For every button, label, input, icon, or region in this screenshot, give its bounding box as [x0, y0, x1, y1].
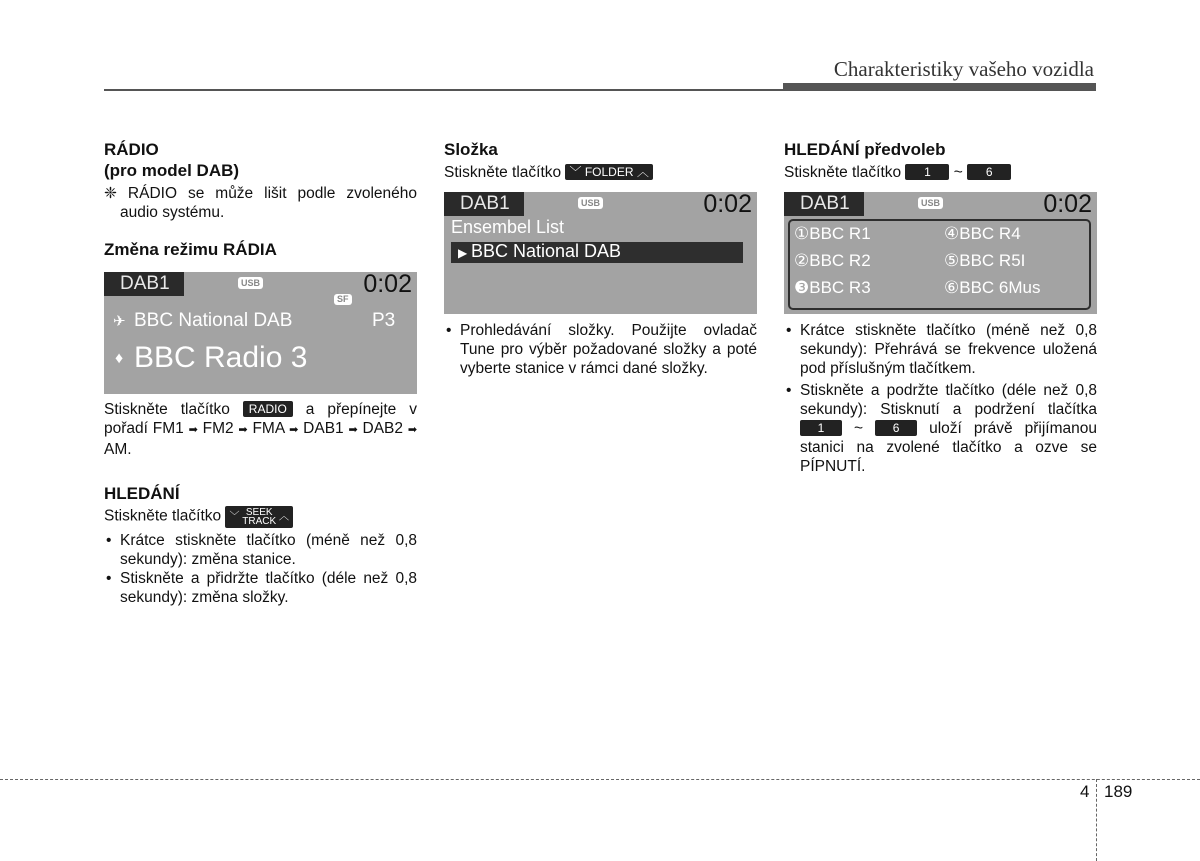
- lcd-time: 0:02: [363, 272, 412, 298]
- radio-button: RADIO: [243, 401, 293, 417]
- seek-track-button: ﹀ SEEK TRACK ︿: [225, 506, 292, 528]
- station-icon: ♦: [115, 350, 124, 367]
- column-preset-search: [784, 139, 1097, 476]
- preset-item: ②BBC R2: [794, 251, 871, 270]
- heading-preset-search: HLEDÁNÍ předvoleb: [784, 140, 946, 159]
- list-item: • Krátce stiskněte tlačítko (méně než 0,8 sekundy): Přehrává se frekvence uložená pod příslušným tlačítkem.: [784, 321, 1097, 378]
- note-radio: ❈ RÁDIO se může lišit podle zvoleného audio systému.: [104, 185, 417, 221]
- list-item: • Prohledávání složky. Použijte ovladač Tune pro výběr požadované složky a poté vyberte stanice v rámci dané složky.: [444, 321, 757, 378]
- heading-radio: RÁDIO: [104, 140, 159, 159]
- lcd-selected-ensemble: BBC National DAB: [471, 241, 622, 261]
- lcd-mode: DAB1: [784, 192, 864, 216]
- antenna-icon: ✈: [113, 313, 126, 330]
- folder-button: ﹀ FOLDER ︿: [565, 164, 652, 180]
- header-rule: [104, 89, 1096, 91]
- usb-badge: USB: [578, 197, 603, 209]
- lcd-preset: P3: [372, 310, 396, 331]
- chapter-number: 4: [1080, 782, 1090, 801]
- chevron-up-icon: ︿: [636, 165, 649, 179]
- chevron-down-icon: ﹀: [569, 165, 582, 179]
- preset-6-button: 6: [967, 164, 1011, 180]
- preset-item-selected: ❸BBC R3: [794, 278, 871, 297]
- preset-item: ⑤BBC R5I: [944, 251, 1026, 270]
- column-radio: [104, 139, 417, 607]
- preset-item: ④BBC R4: [944, 224, 1021, 243]
- lcd-mode: DAB1: [444, 192, 524, 216]
- sf-badge: SF: [334, 294, 352, 305]
- lcd-preset-display: [784, 192, 1097, 314]
- arrow-icon: ➡: [407, 424, 418, 436]
- arrow-icon: ➡: [348, 424, 358, 436]
- arrow-icon: ➡: [188, 424, 198, 436]
- seek-instruction: Stiskněte tlačítko ﹀ SEEK TRACK ︿: [104, 506, 417, 528]
- usb-badge: USB: [918, 197, 943, 209]
- arrow-icon: ➡: [289, 424, 299, 436]
- play-icon: ▶: [458, 246, 468, 260]
- heading-search: HLEDÁNÍ: [104, 484, 180, 503]
- preset-1-button: 1: [905, 164, 949, 180]
- heading-folder: Složka: [444, 140, 498, 159]
- footer-rule: [0, 779, 1200, 780]
- preset-6-button: 6: [875, 420, 917, 436]
- list-item: • Stiskněte a podržte tlačítko (déle než 0,8 sekundy): Stisknutí a podržení tlačítka 1 ~ 6 uloží právě přijímanou stanici na zvolené tlačítko a ozve se PÍPNUTÍ.: [784, 381, 1097, 476]
- radio-instructions: Stiskněte tlačítko RADIO a přepínejte v pořadí FM1 ➡ FM2 ➡ FMA ➡ DAB1 ➡ DAB2 ➡ AM.: [104, 401, 418, 458]
- page-header-title: Charakteristiky vašeho vozidla: [833, 57, 1094, 81]
- lcd-radio-display: [104, 272, 417, 394]
- list-item: • Stiskněte a přidržte tlačítko (déle než 0,8 sekundy): změna složky.: [104, 569, 417, 607]
- lcd-time: 0:02: [703, 192, 752, 218]
- page-number: 189: [1104, 782, 1133, 801]
- lcd-station: BBC Radio 3: [134, 341, 308, 374]
- heading-mode-change: Změna režimu RÁDIA: [104, 240, 277, 259]
- heading-radio-model: (pro model DAB): [104, 161, 240, 180]
- arrow-icon: ➡: [238, 424, 248, 436]
- lcd-ensemble: BBC National DAB: [134, 310, 293, 331]
- preset-item: ①BBC R1: [794, 224, 871, 243]
- lcd-mode: DAB1: [104, 272, 184, 296]
- usb-badge: USB: [238, 277, 263, 289]
- footer-divider: [1096, 779, 1097, 861]
- preset-item: ⑥BBC 6Mus: [944, 278, 1041, 297]
- list-item: • Krátce stiskněte tlačítko (méně než 0,8 sekundy): změna stanice.: [104, 531, 417, 569]
- column-folder: [444, 139, 757, 378]
- lcd-list-title: Ensembel List: [451, 217, 565, 237]
- folder-instruction: Stiskněte tlačítko ﹀ FOLDER ︿: [444, 163, 757, 182]
- lcd-folder-display: [444, 192, 757, 314]
- lcd-time: 0:02: [1043, 192, 1092, 218]
- preset-1-button: 1: [800, 420, 842, 436]
- preset-instruction: Stiskněte tlačítko 1 ~ 6: [784, 163, 1097, 182]
- chevron-up-icon: ︿: [278, 511, 289, 523]
- chevron-down-icon: ﹀: [229, 511, 240, 523]
